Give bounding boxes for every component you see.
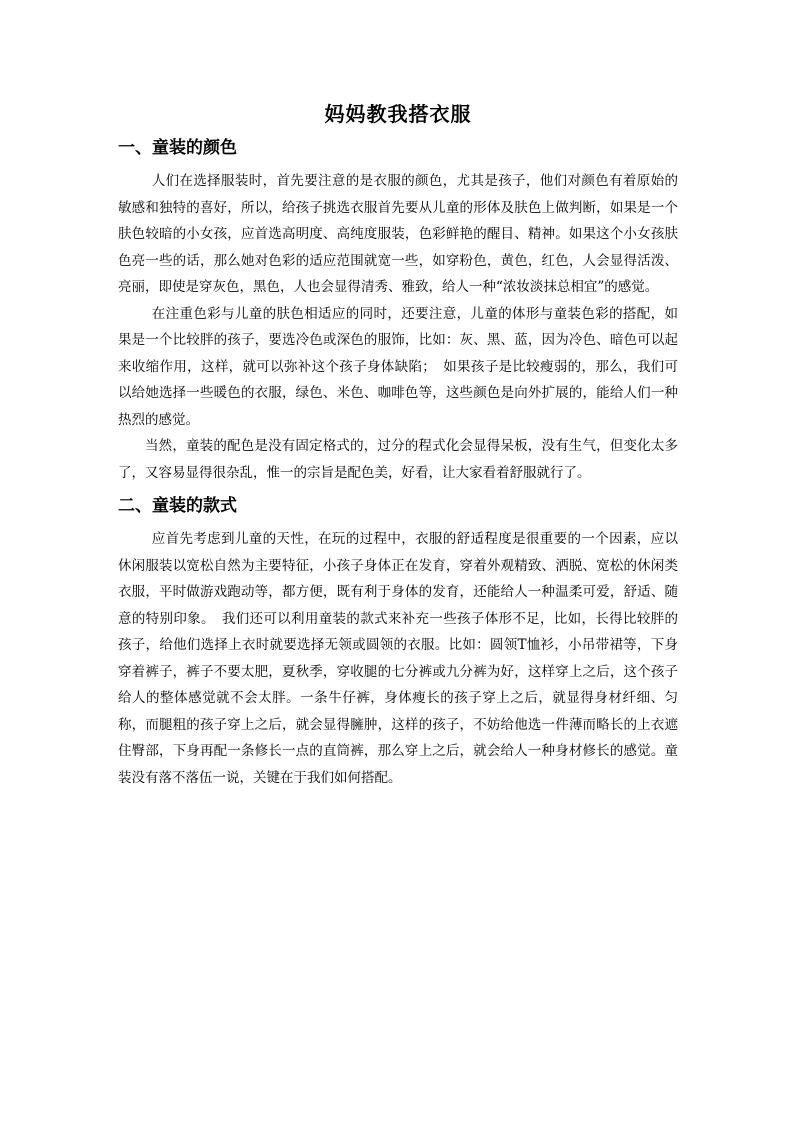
paragraph: 应首先考虑到儿童的天性，在玩的过程中，衣服的舒适程度是很重要的一个因素，应以休闲服装以宽松自然为主要特征，小孩子身体正在发育，穿着外观精致、洒脱、宽松的休闲类衣服，平时做游戏跑动等，都方便，既有利于身体的发育，还能给人一种温柔可爱，舒适、随意的特别印象。 我们还可以利用童装的款式来补充一些孩子体形不足，比如，长得比较胖的孩子，给他们选择上衣时就要选择无领或圆领的衣服。比如：圆领T恤衫，小吊带裙等，下身穿着裤子，裤子不要太肥，夏秋季，穿收腿的七分裤或九分裤为好，这样穿上之后，这个孩子给人的整体感觉就不会太胖。一条牛仔裤，身体瘦长的孩子穿上之后，就显得身材纤细、匀称，而腿粗的孩子穿上之后，就会显得臃肿，这样的孩子，不妨给他选一件薄而略长的上衣遮住臀部，下身再配一条修长一点的直筒裤，那么穿上之后，就会给人一种身材修长的感觉。童装没有落不落伍一说，关键在于我们如何搭配。: [118, 531, 678, 786]
paragraph: 当然，童装的配色是没有固定格式的，过分的程式化会显得呆板，没有生气，但变化太多了，又容易显得很杂乱，惟一的宗旨是配色美，好看，让大家看着舒服就行了。: [118, 438, 678, 481]
section-styles: [118, 492, 678, 791]
paragraph: 人们在选择服装时，首先要注意的是衣服的颜色，尤其是孩子，他们对颜色有着原始的敏感和独特的喜好，所以，给孩子挑选衣服首先要从儿童的形体及肤色上做判断，如果是一个肤色较暗的小女孩，应首选高明度、高纯度服装，色彩鲜艳的醒目、精神。如果这个小女孩肤色亮一些的话，那么她对色彩的适应范围就宽一些，如穿粉色，黄色，红色，人会显得活泼、亮丽，即使是穿灰色，黑色，人也会显得清秀、雅致，给人一种“浓妆淡抹总相宜”的感觉。: [118, 173, 678, 295]
section-colors: [118, 134, 678, 486]
paragraph: 在注重色彩与儿童的肤色相适应的同时，还要注意，儿童的体形与童装色彩的搭配，如果是一个比较胖的孩子，要选冷色或深色的服饰，比如：灰、黑、蓝，因为冷色、暗色可以起来收缩作用，这样，就可以弥补这个孩子身体缺陷； 如果孩子是比较瘦弱的，那么，我们可以给她选择一些暖色的衣服，绿色、米色、咖啡色等，这些颜色是向外扩展的，能给人们一种热烈的感觉。: [118, 305, 678, 428]
document-page: [118, 100, 678, 791]
document-title: 妈妈教我搭衣服: [324, 102, 472, 126]
section-heading-colors: 一、童装的颜色: [118, 138, 237, 158]
section-heading-styles: 二、童装的款式: [118, 496, 237, 516]
